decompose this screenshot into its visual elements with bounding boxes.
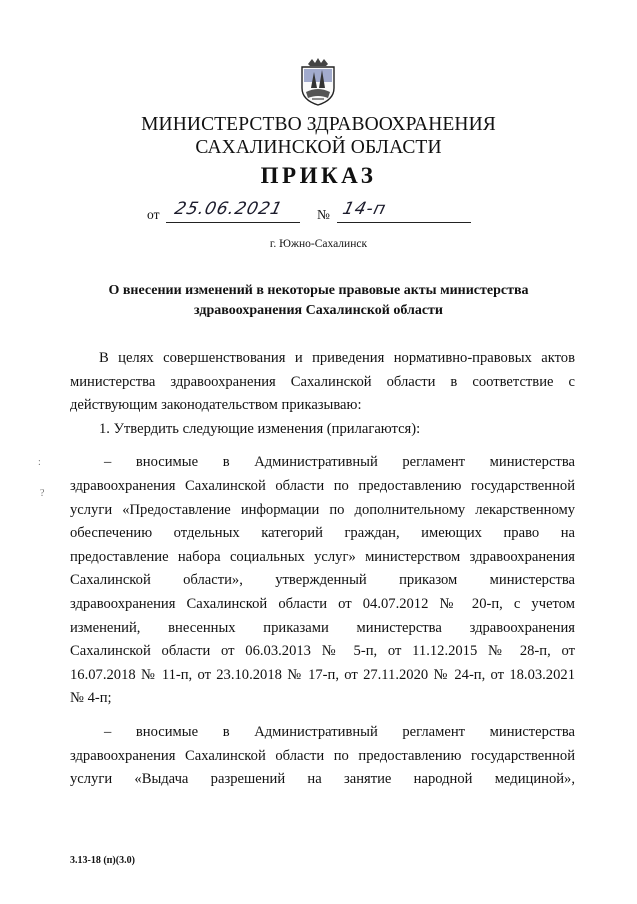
bullet1-line: предоставление набора социальных услуг» министерством здравоохранения [70, 548, 575, 565]
date-underline [166, 222, 300, 223]
bullet2-line: услуги «Выдача разрешений на занятие народной медициной», [70, 771, 575, 788]
bullet2-line: – вносимые в Административный регламент министерства [104, 723, 575, 740]
scan-mark: : [38, 457, 41, 468]
bullet1-line: услуги «Предоставление информации по дополнительному лекарственному [70, 501, 575, 518]
preamble-line: министерства здравоохранения Сахалинской области в соответствие с [70, 373, 575, 390]
order-date-number-line [147, 200, 477, 226]
bullet1-line: здравоохранения Сахалинской области от 04.07.2012 № 20-п, с учетом [70, 595, 575, 612]
order-date: 25.06.2021 [172, 199, 285, 219]
order-body [70, 347, 575, 792]
document-code: 3.13-18 (п)(3.0) [70, 855, 135, 866]
ministry-name [0, 113, 637, 159]
scan-mark: ? [40, 488, 45, 499]
bullet1-line: здравоохранения Сахалинской области по предоставлению государственной [70, 477, 575, 494]
bullet2-line: здравоохранения Сахалинской области по предоставлению государственной [70, 747, 575, 764]
bullet1-line: обеспечению отдельных категорий граждан, имеющих право на [70, 525, 575, 542]
number-label: № [317, 207, 330, 222]
bullet1-line: Сахалинской области от 06.03.2013 № 5-п, от 11.12.2015 № 28-п, от [70, 643, 575, 660]
order-title: ПРИКАЗ [260, 163, 377, 188]
order-number: 14-п [340, 199, 389, 219]
item-1: 1. Утвердить следующие изменения (прилагаются): [99, 420, 421, 437]
number-underline [337, 222, 471, 223]
ministry-name-line1: МИНИСТЕРСТВО ЗДРАВООХРАНЕНИЯ [141, 114, 496, 135]
bullet1-line: – вносимые в Административный регламент министерства [104, 454, 575, 471]
city-name: г. Южно-Сахалинск [269, 238, 368, 250]
preamble-line: В целях совершенствования и приведения нормативно-правовых актов [99, 350, 575, 366]
coat-of-arms-icon [298, 58, 338, 106]
date-label: от [147, 207, 160, 222]
bullet1-line: 16.07.2018 № 11-п, от 23.10.2018 № 17-п, от 27.11.2020 № 24-п, от 18.03.2021 [70, 666, 575, 683]
bullet1-line: изменений, внесенных приказами министерства здравоохранения [70, 619, 575, 636]
subject-line2: здравоохранения Сахалинской области [194, 303, 443, 318]
subject-line1: О внесении изменений в некоторые правовые акты министерства [108, 283, 529, 298]
bullet1-line: Сахалинской области», утвержденный приказом министерства [70, 572, 575, 589]
ministry-name-line2: САХАЛИНСКОЙ ОБЛАСТИ [195, 137, 442, 158]
bullet1-line: № 4-п; [70, 690, 112, 707]
order-subject [70, 281, 567, 321]
preamble-line: действующим законодательством приказываю: [70, 397, 362, 414]
